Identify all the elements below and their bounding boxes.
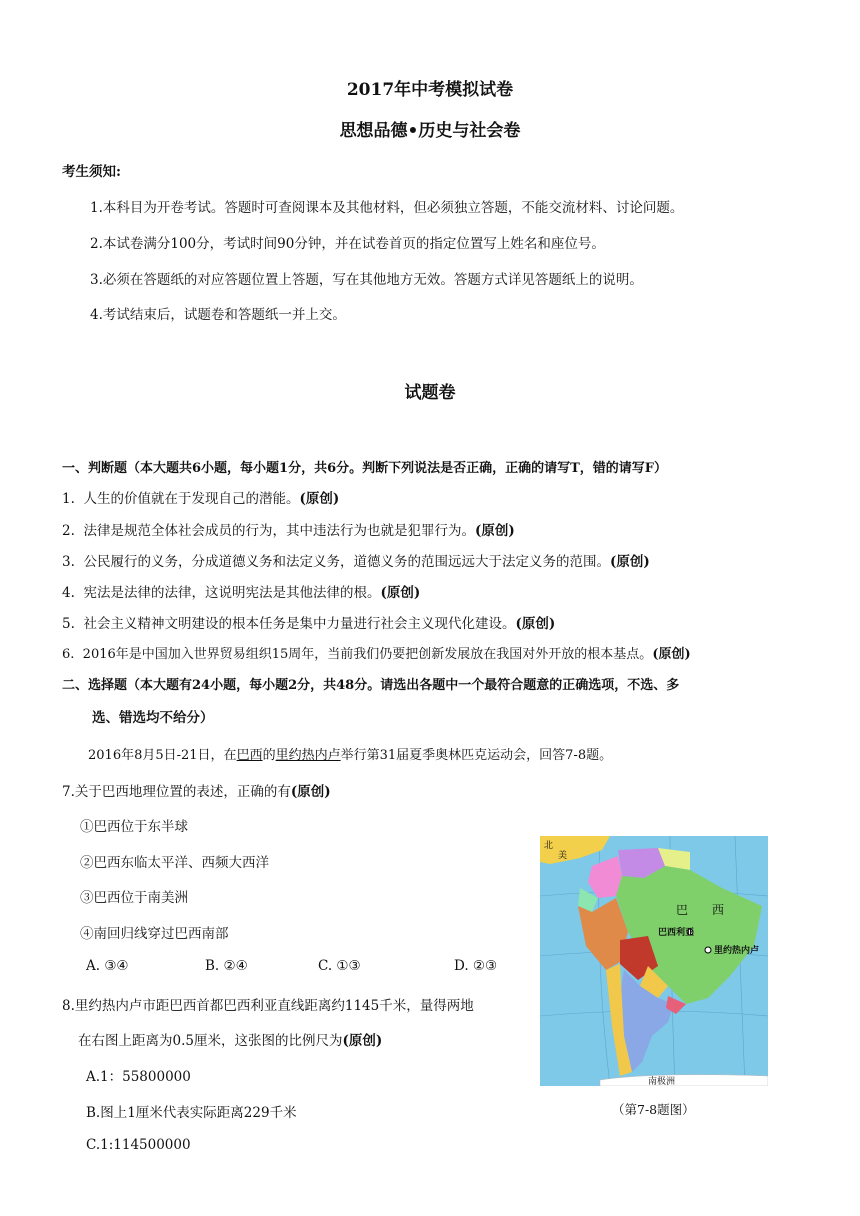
- map-label-america: 美: [558, 851, 568, 861]
- q7-option-b: B. ②④: [205, 958, 248, 974]
- map-caption: （第7-8题图）: [612, 1102, 695, 1117]
- q7-option-d: D. ②③: [454, 958, 498, 974]
- q8-option-b: B.图上1厘米代表实际距离229千米: [86, 1105, 297, 1121]
- map-label-rio: 里约热内卢: [714, 946, 760, 956]
- judge-item-1: 1. 人生的价值就在于发现自己的潜能。(原创): [62, 491, 340, 507]
- q8-option-c: C.1:114500000: [86, 1137, 191, 1153]
- q8-stem: 8.里约热内卢市距巴西首都巴西利亚直线距离约1145千米，量得两地: [62, 998, 474, 1014]
- section-title: 试题卷: [404, 383, 456, 403]
- q7-option-a: A. ③④: [86, 958, 129, 974]
- judge-item-4: 4. 宪法是法律的法律，这说明宪法是其他法律的根。(原创): [62, 585, 421, 601]
- page-subtitle: 思想品德•历史与社会卷: [339, 121, 521, 141]
- map-label-antarctica: 南极洲: [648, 1077, 676, 1086]
- page-title: 2017年中考模拟试卷: [346, 80, 514, 100]
- q7-option-c: C. ①③: [318, 958, 361, 974]
- map-label-north: 北: [544, 841, 554, 851]
- map-label-brasilia: 巴西利亚: [658, 928, 695, 938]
- q7-stem: 7.关于巴西地理位置的表述，正确的有(原创): [62, 784, 331, 800]
- rio-marker: [705, 947, 711, 953]
- q8-stem-cont: 在右图上距离为0.5厘米，这张图的比例尺为(原创): [78, 1033, 383, 1049]
- judge-item-3: 3. 公民履行的义务，分成道德义务和法定义务，道德义务的范围远远大于法定义务的范围。(原创): [62, 554, 650, 570]
- map-graphic: [540, 836, 768, 1086]
- q8-option-a: A.1：55800000: [86, 1069, 191, 1085]
- part1-heading: 一、判断题（本大题共6小题，每小题1分，共6分。判断下列说法是否正确，正确的请写T，错的请写F）: [62, 461, 668, 476]
- south-america-map: [540, 836, 768, 1086]
- notice-item: 3.必须在答题纸的对应答题位置上答题，写在其他地方无效。答题方式详见答题纸上的说明。: [90, 272, 643, 288]
- judge-item-5: 5. 社会主义精神文明建设的根本任务是集中力量进行社会主义现代化建设。(原创): [62, 616, 556, 632]
- judge-item-6: 6. 2016年是中国加入世界贸易组织15周年，当前我们仍要把创新发展放在我国对外开放的根本基点。(原创): [62, 647, 691, 662]
- question-intro: 2016年8月5日-21日，在巴西的里约热内卢举行第31届夏季奥林匹克运动会，回答7-8题。: [88, 748, 613, 763]
- notice-heading: 考生须知:: [62, 164, 121, 180]
- notice-item: 4.考试结束后，试题卷和答题纸一并上交。: [90, 307, 346, 323]
- q7-statement: ②巴西东临太平洋、西频大西洋: [80, 855, 269, 871]
- map-label-xi: 西: [712, 903, 725, 917]
- notice-item: 2.本试卷满分100分，考试时间90分钟，并在试卷首页的指定位置写上姓名和座位号。: [90, 236, 605, 252]
- q7-statement: ③巴西位于南美洲: [80, 890, 188, 906]
- q7-statement: ①巴西位于东半球: [80, 819, 188, 835]
- q7-statement: ④南回归线穿过巴西南部: [80, 926, 229, 942]
- map-label-ba: 巴: [676, 903, 689, 917]
- notice-item: 1.本科目为开卷考试。答题时可查阅课本及其他材料，但必须独立答题，不能交流材料、讨论问题。: [90, 200, 684, 216]
- part2-heading: 二、选择题（本大题有24小题，每小题2分，共48分。请选出各题中一个最符合题意的正确选项，不选、多: [62, 678, 680, 693]
- part2-heading-cont: 选、错选均不给分）: [92, 710, 214, 726]
- judge-item-2: 2. 法律是规范全体社会成员的行为，其中违法行为也就是犯罪行为。(原创): [62, 523, 515, 539]
